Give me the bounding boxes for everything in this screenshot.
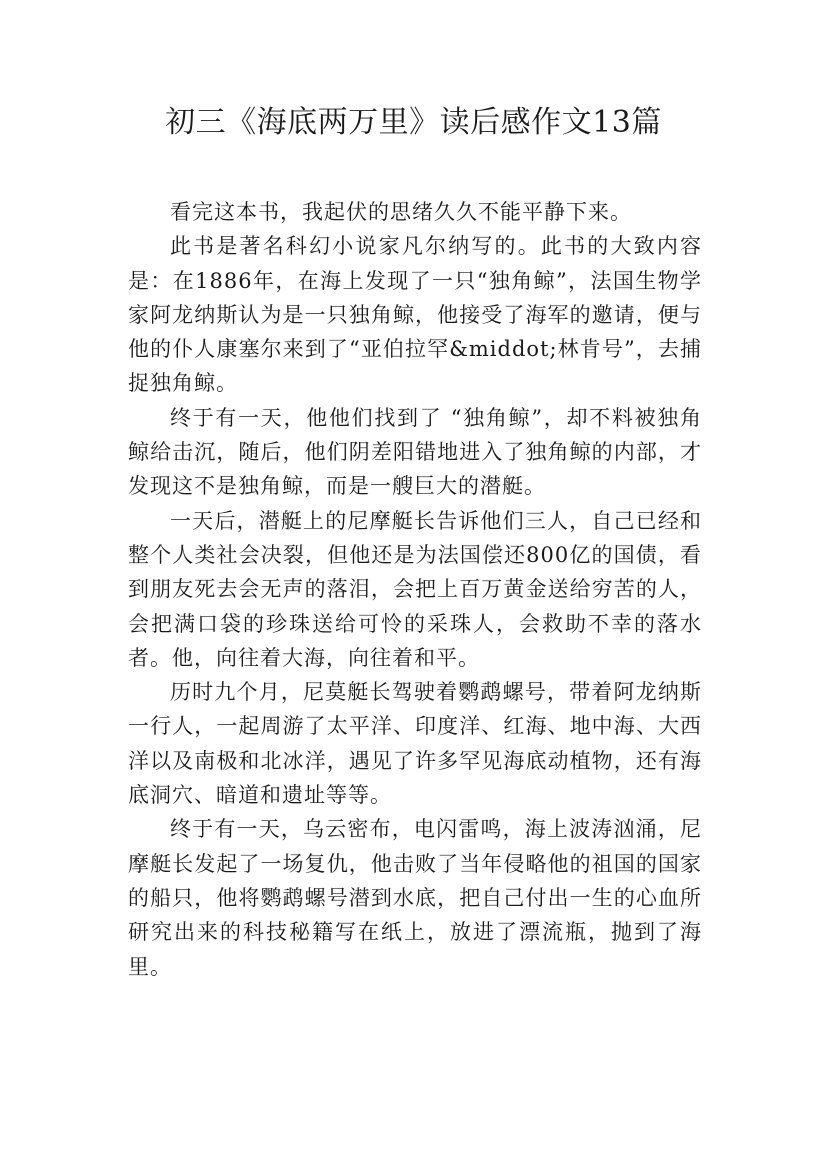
paragraph: 历时九个月，尼莫艇长驾驶着鹦鹉螺号，带着阿龙纳斯一行人，一起周游了太平洋、印度洋、红海、地中海、大西洋以及南极和北冰洋，遇见了许多罕见海底动植物，还有海底洞穴、暗道和遗址等等。: [128, 680, 702, 808]
document-title: 初三《海底两万里》读后感作文13篇: [165, 105, 662, 140]
document-body: [128, 195, 702, 984]
paragraph: 此书是著名科幻小说家凡尔纳写的。此书的大致内容是：在1886年，在海上发现了一只“独角鲸”，法国生物学家阿龙纳斯认为是一只独角鲸，他接受了海军的邀请，便与他的仆人康塞尔来到了“亚伯拉罕&middot;林肯号”，去捕捉独角鲸。: [128, 234, 702, 396]
paragraph: 一天后，潜艇上的尼摩艇长告诉他们三人，自己已经和整个人类社会决裂，但他还是为法国偿还800亿的国债，看到朋友死去会无声的落泪，会把上百万黄金送给穷苦的人，会把满口袋的珍珠送给可怜的采珠人，会救助不幸的落水者。他，向往着大海，向往着和平。: [128, 508, 702, 670]
paragraph: 终于有一天，他他们找到了 “独角鲸”，却不料被独角鲸给击沉，随后，他们阴差阳错地进入了独角鲸的内部，才发现这不是独角鲸，而是一艘巨大的潜艇。: [128, 405, 702, 499]
paragraph: 看完这本书，我起伏的思绪久久不能平静下来。: [170, 200, 632, 224]
paragraph: 终于有一天，乌云密布，电闪雷鸣，海上波涛汹涌，尼摩艇长发起了一场复仇，他击败了当年侵略他的祖国的国家的船只，他将鹦鹉螺号潜到水底，把自己付出一生的心血所研究出来的科技秘籍写在纸上，放进了漂流瓶，抛到了海里。: [128, 817, 702, 979]
